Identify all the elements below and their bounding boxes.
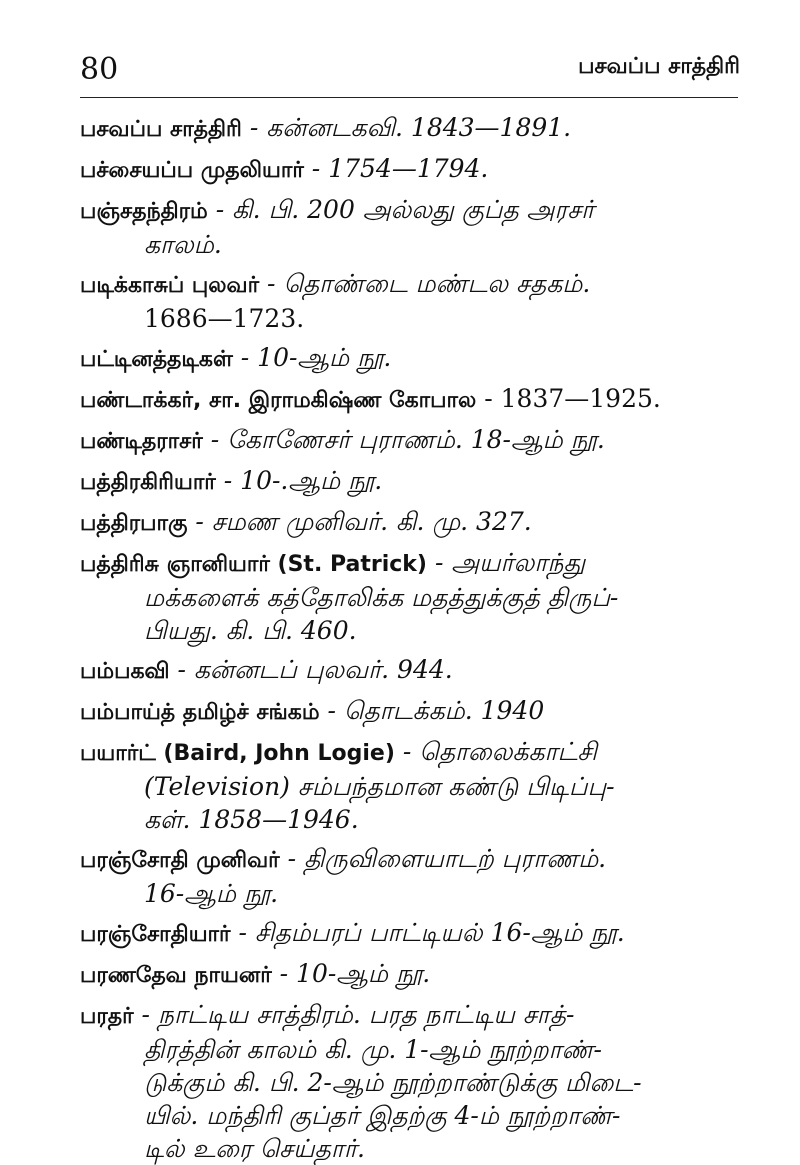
entry bbox=[80, 505, 738, 540]
page-header bbox=[80, 40, 740, 90]
entry-headword: பசவப்ப சாத்திரி bbox=[80, 117, 242, 142]
entry-text-continued: டுக்கும் கி. பி. 2-ஆம் நூற்றாண்டுக்கு மிடை- bbox=[144, 1068, 642, 1097]
entry-headword: பத்திரிசு ஞானியார் (St. Patrick) bbox=[80, 552, 427, 577]
entry-text: - கோணேசர் புராணம். 18-ஆம் நூ. bbox=[210, 425, 605, 454]
entry-headword: படிக்காசுப் புலவர் bbox=[80, 273, 260, 298]
entry-text: - சிதம்பரப் பாட்டியல் 16-ஆம் நூ. bbox=[238, 918, 625, 947]
page-number: 80 bbox=[80, 52, 119, 87]
entry bbox=[80, 193, 738, 261]
entry bbox=[80, 464, 738, 499]
running-head: பசவப்ப சாத்திரி bbox=[578, 54, 740, 79]
entry-headword: பத்திரபாகு bbox=[80, 511, 188, 536]
entry-text: - 10-.ஆம் நூ. bbox=[223, 466, 383, 495]
entry bbox=[80, 341, 738, 376]
entry-headword: பம்பகவி bbox=[80, 659, 170, 684]
entry-text: - தொடக்கம். 1940 bbox=[327, 696, 545, 725]
entry-text: - 10-ஆம் நூ. bbox=[240, 343, 392, 372]
entry-text: - கன்னடகவி. 1843—1891. bbox=[249, 113, 572, 142]
entry bbox=[80, 382, 738, 417]
entry-text-continued: பியது. கி. பி. 460. bbox=[144, 616, 357, 645]
header-rule bbox=[80, 97, 738, 98]
entry-text: - 10-ஆம் நூ. bbox=[279, 959, 431, 988]
entry-text-continued: திரத்தின் காலம் கி. மு. 1-ஆம் நூற்றாண்- bbox=[144, 1035, 602, 1064]
entry-headword: பஞ்சதந்திரம் bbox=[80, 199, 208, 224]
entry-headword: பரணதேவ நாயனர் bbox=[80, 963, 272, 988]
entry-text-continued: யில். மந்திரி குப்தர் இதற்கு 4-ம் நூற்றாண்- bbox=[144, 1101, 621, 1130]
entry bbox=[80, 916, 738, 951]
entry bbox=[80, 267, 738, 335]
entry-text: - 1837—1925. bbox=[484, 384, 661, 413]
entry-text: - நாட்டிய சாத்திரம். பரத நாட்டிய சாத்- bbox=[141, 1000, 575, 1029]
entry-headword: பச்சையப்ப முதலியார் bbox=[80, 158, 304, 183]
entry-headword: பரஞ்சோதி முனிவர் bbox=[80, 848, 280, 873]
entry-text: - தொண்டை மண்டல சதகம். bbox=[267, 269, 591, 298]
entry bbox=[80, 546, 738, 647]
entry-text: - கன்னடப் புலவர். 944. bbox=[177, 655, 453, 684]
entry-headword: பரதர் bbox=[80, 1004, 134, 1029]
entry-text-continued: மக்களைக் கத்தோலிக்க மதத்துக்குத் திருப்- bbox=[144, 583, 619, 612]
entry-text: - திருவிளையாடற் புராணம். bbox=[287, 844, 607, 873]
entry-text: - 1754—1794. bbox=[311, 154, 489, 183]
entry-list bbox=[80, 105, 738, 1165]
entry bbox=[80, 957, 738, 992]
entry-headword: பண்டாக்கர், சா. இராமகிஷ்ண கோபால bbox=[80, 388, 477, 413]
entry-headword: பயார்ட் (Baird, John Logie) bbox=[80, 741, 395, 766]
entry bbox=[80, 111, 738, 146]
entry-headword: பண்டிதராசர் bbox=[80, 429, 203, 454]
entry-text: - அயர்லாந்து bbox=[434, 548, 586, 577]
entry-text-continued: 16-ஆம் நூ. bbox=[144, 879, 279, 908]
entry-text-continued: கள். 1858—1946. bbox=[144, 805, 359, 834]
entry bbox=[80, 423, 738, 458]
entry bbox=[80, 152, 738, 187]
entry bbox=[80, 735, 738, 836]
entry-text: - தொலைக்காட்சி bbox=[402, 737, 597, 766]
entry-text: - சமண முனிவர். கி. மு. 327. bbox=[195, 507, 532, 536]
entry-text-continued: டில் உரை செய்தார். bbox=[144, 1134, 365, 1163]
entry-headword: பட்டினத்தடிகள் bbox=[80, 347, 233, 372]
entry-text-continued: (Television) சம்பந்தமான கண்டு பிடிப்பு- bbox=[144, 772, 615, 801]
entry-text: - கி. பி. 200 அல்லது குப்த அரசர் bbox=[215, 195, 595, 224]
entry-text-continued: 1686—1723. bbox=[144, 304, 305, 333]
entry bbox=[80, 694, 738, 729]
entry-text-continued: காலம். bbox=[144, 230, 222, 259]
entry bbox=[80, 998, 738, 1165]
entry-headword: பரஞ்சோதியார் bbox=[80, 922, 231, 947]
entry-headword: பம்பாய்த் தமிழ்ச் சங்கம் bbox=[80, 700, 320, 725]
entry bbox=[80, 653, 738, 688]
entry-headword: பத்திரகிரியார் bbox=[80, 470, 216, 495]
entry bbox=[80, 842, 738, 910]
